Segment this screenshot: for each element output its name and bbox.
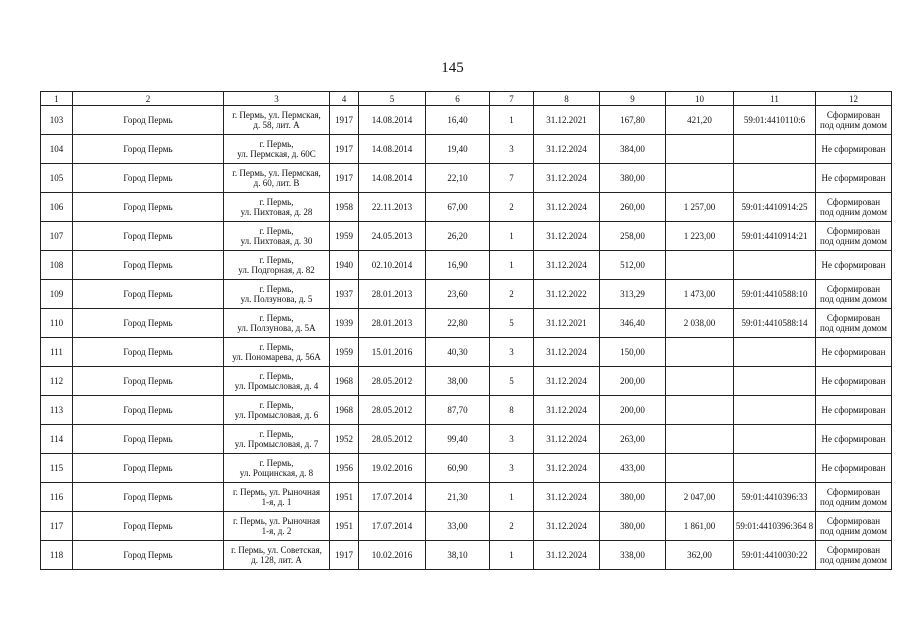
count-cell: 7 <box>490 164 534 193</box>
row-number-cell: 109 <box>41 280 73 309</box>
row-number-cell: 106 <box>41 193 73 222</box>
address-line-2: д. 128, лит. А <box>251 555 302 565</box>
year-cell: 1937 <box>330 280 359 309</box>
municipality-cell: Город Пермь <box>73 222 224 251</box>
value-10-cell: 2 038,00 <box>666 309 734 338</box>
status-line-1: Сформирован <box>826 284 881 294</box>
cadastral-number-cell: 59:01:4410588:10 <box>734 280 816 309</box>
year-cell: 1917 <box>330 541 359 570</box>
value-9-cell: 258,00 <box>600 222 666 251</box>
address-line-1: г. Пермь, <box>259 429 294 439</box>
cadastral-number-cell <box>734 135 816 164</box>
area-cell: 38,10 <box>426 541 490 570</box>
address-line-2: ул. Промысловая, д. 4 <box>234 381 319 391</box>
status-line-1: Не сформирован <box>821 405 886 415</box>
municipality-cell: Город Пермь <box>73 251 224 280</box>
table-row <box>41 222 892 251</box>
column-header-3: 3 <box>224 92 330 106</box>
count-cell: 8 <box>490 396 534 425</box>
area-cell: 21,30 <box>426 483 490 512</box>
planned-date-cell: 31.12.2021 <box>534 106 600 135</box>
row-number-cell: 112 <box>41 367 73 396</box>
value-9-cell: 167,80 <box>600 106 666 135</box>
municipality-cell: Город Пермь <box>73 106 224 135</box>
cadastral-number-cell: 59:01:4410396:33 <box>734 483 816 512</box>
date-cell: 14.08.2014 <box>359 106 426 135</box>
table-row <box>41 425 892 454</box>
address-line-1: г. Пермь, <box>259 400 294 410</box>
column-header-12: 12 <box>816 92 892 106</box>
status-cell <box>816 280 892 309</box>
area-cell: 16,40 <box>426 106 490 135</box>
row-number-cell: 103 <box>41 106 73 135</box>
status-line-1: Не сформирован <box>821 173 886 183</box>
address-line-1: г. Пермь, <box>259 371 294 381</box>
planned-date-cell: 31.12.2024 <box>534 512 600 541</box>
address-cell <box>224 222 330 251</box>
date-cell: 28.01.2013 <box>359 280 426 309</box>
address-line-2: ул. Подгорная, д. 82 <box>238 265 315 275</box>
address-line-1: г. Пермь, <box>259 255 294 265</box>
date-cell: 28.05.2012 <box>359 396 426 425</box>
value-9-cell: 338,00 <box>600 541 666 570</box>
count-cell: 1 <box>490 106 534 135</box>
value-9-cell: 384,00 <box>600 135 666 164</box>
address-cell <box>224 512 330 541</box>
count-cell: 5 <box>490 309 534 338</box>
address-cell <box>224 193 330 222</box>
municipality-cell: Город Пермь <box>73 483 224 512</box>
address-line-2: ул. Пермская, д. 60С <box>237 149 316 159</box>
row-number-cell: 117 <box>41 512 73 541</box>
date-cell: 15.01.2016 <box>359 338 426 367</box>
value-9-cell: 380,00 <box>600 164 666 193</box>
count-cell: 3 <box>490 425 534 454</box>
value-9-cell: 150,00 <box>600 338 666 367</box>
status-line-1: Сформирован <box>826 197 881 207</box>
address-line-2: 1-я, д. 1 <box>261 497 292 507</box>
status-cell <box>816 135 892 164</box>
status-cell <box>816 193 892 222</box>
area-cell: 16,90 <box>426 251 490 280</box>
value-10-cell <box>666 367 734 396</box>
address-line-1: г. Пермь, <box>259 226 294 236</box>
municipality-cell: Город Пермь <box>73 367 224 396</box>
address-cell <box>224 164 330 193</box>
row-number-cell: 116 <box>41 483 73 512</box>
column-header-10: 10 <box>666 92 734 106</box>
address-line-2: ул. Промысловая, д. 7 <box>234 439 319 449</box>
area-cell: 26,20 <box>426 222 490 251</box>
status-line-1: Не сформирован <box>821 260 886 270</box>
status-line-1: Сформирован <box>826 226 881 236</box>
value-10-cell: 1 473,00 <box>666 280 734 309</box>
municipality-cell: Город Пермь <box>73 164 224 193</box>
cadastral-number-cell <box>734 164 816 193</box>
table-row <box>41 164 892 193</box>
value-9-cell: 512,00 <box>600 251 666 280</box>
value-10-cell <box>666 338 734 367</box>
table-row <box>41 483 892 512</box>
table-row <box>41 135 892 164</box>
year-cell: 1939 <box>330 309 359 338</box>
value-10-cell <box>666 135 734 164</box>
value-9-cell: 263,00 <box>600 425 666 454</box>
value-9-cell: 433,00 <box>600 454 666 483</box>
date-cell: 10.02.2016 <box>359 541 426 570</box>
year-cell: 1940 <box>330 251 359 280</box>
table-row <box>41 454 892 483</box>
column-header-4: 4 <box>330 92 359 106</box>
planned-date-cell: 31.12.2024 <box>534 222 600 251</box>
status-line-2: под одним домом <box>820 526 887 536</box>
count-cell: 1 <box>490 251 534 280</box>
row-number-cell: 113 <box>41 396 73 425</box>
area-cell: 40,30 <box>426 338 490 367</box>
table-row <box>41 309 892 338</box>
address-line-1: г. Пермь, <box>259 139 294 149</box>
status-line-2: под одним домом <box>820 294 887 304</box>
status-cell <box>816 512 892 541</box>
address-line-1: г. Пермь, ул. Рыночная <box>232 516 321 526</box>
table-row <box>41 106 892 135</box>
value-9-cell: 200,00 <box>600 367 666 396</box>
value-10-cell <box>666 251 734 280</box>
value-10-cell: 362,00 <box>666 541 734 570</box>
address-line-1: г. Пермь, ул. Пермская, <box>232 168 321 178</box>
planned-date-cell: 31.12.2024 <box>534 135 600 164</box>
value-10-cell <box>666 164 734 193</box>
planned-date-cell: 31.12.2024 <box>534 164 600 193</box>
area-cell: 22,80 <box>426 309 490 338</box>
year-cell: 1958 <box>330 193 359 222</box>
municipality-cell: Город Пермь <box>73 396 224 425</box>
address-line-1: г. Пермь, <box>259 197 294 207</box>
status-line-1: Сформирован <box>826 545 881 555</box>
cadastral-number-cell <box>734 454 816 483</box>
area-cell: 19,40 <box>426 135 490 164</box>
municipality-cell: Город Пермь <box>73 541 224 570</box>
count-cell: 2 <box>490 193 534 222</box>
area-cell: 87,70 <box>426 396 490 425</box>
date-cell: 02.10.2014 <box>359 251 426 280</box>
status-line-2: под одним домом <box>820 236 887 246</box>
address-line-2: ул. Пихтовая, д. 28 <box>240 207 313 217</box>
column-header-2: 2 <box>73 92 224 106</box>
address-line-2: 1-я, д. 2 <box>261 526 292 536</box>
registry-table <box>40 91 892 570</box>
planned-date-cell: 31.12.2024 <box>534 251 600 280</box>
status-line-1: Не сформирован <box>821 463 886 473</box>
row-number-cell: 118 <box>41 541 73 570</box>
row-number-cell: 107 <box>41 222 73 251</box>
status-line-1: Не сформирован <box>821 376 886 386</box>
address-line-2: ул. Пихтовая, д. 30 <box>240 236 313 246</box>
table-row <box>41 512 892 541</box>
date-cell: 28.01.2013 <box>359 309 426 338</box>
value-9-cell: 200,00 <box>600 396 666 425</box>
cadastral-number-cell <box>734 367 816 396</box>
count-cell: 5 <box>490 367 534 396</box>
address-cell <box>224 367 330 396</box>
planned-date-cell: 31.12.2024 <box>534 483 600 512</box>
row-number-cell: 104 <box>41 135 73 164</box>
value-10-cell <box>666 425 734 454</box>
address-cell <box>224 309 330 338</box>
cadastral-number-cell: 59:01:4410914:25 <box>734 193 816 222</box>
planned-date-cell: 31.12.2024 <box>534 396 600 425</box>
address-cell <box>224 338 330 367</box>
area-cell: 99,40 <box>426 425 490 454</box>
municipality-cell: Город Пермь <box>73 309 224 338</box>
address-cell <box>224 106 330 135</box>
status-cell <box>816 222 892 251</box>
status-cell <box>816 541 892 570</box>
planned-date-cell: 31.12.2024 <box>534 425 600 454</box>
planned-date-cell: 31.12.2021 <box>534 309 600 338</box>
year-cell: 1951 <box>330 512 359 541</box>
address-line-1: г. Пермь, ул. Советская, <box>231 545 322 555</box>
count-cell: 3 <box>490 135 534 164</box>
value-10-cell: 2 047,00 <box>666 483 734 512</box>
municipality-cell: Город Пермь <box>73 135 224 164</box>
value-10-cell <box>666 454 734 483</box>
status-cell <box>816 106 892 135</box>
row-number-cell: 111 <box>41 338 73 367</box>
address-line-2: ул. Промысловая, д. 6 <box>234 410 319 420</box>
status-cell <box>816 338 892 367</box>
address-line-2: ул. Ползунова, д. 5А <box>237 323 316 333</box>
address-cell <box>224 483 330 512</box>
table-body <box>41 106 892 570</box>
year-cell: 1959 <box>330 338 359 367</box>
row-number-cell: 114 <box>41 425 73 454</box>
cadastral-number-cell: 59:01:4410588:14 <box>734 309 816 338</box>
date-cell: 19.02.2016 <box>359 454 426 483</box>
date-cell: 14.08.2014 <box>359 164 426 193</box>
address-cell <box>224 396 330 425</box>
address-line-1: г. Пермь, <box>259 458 294 468</box>
status-cell <box>816 454 892 483</box>
cadastral-number-cell <box>734 251 816 280</box>
address-line-1: г. Пермь, <box>259 342 294 352</box>
date-cell: 14.08.2014 <box>359 135 426 164</box>
status-cell <box>816 425 892 454</box>
count-cell: 2 <box>490 280 534 309</box>
status-cell <box>816 164 892 193</box>
column-header-5: 5 <box>359 92 426 106</box>
table-row <box>41 280 892 309</box>
table-row <box>41 396 892 425</box>
column-header-1: 1 <box>41 92 73 106</box>
status-line-1: Сформирован <box>826 110 881 120</box>
planned-date-cell: 31.12.2024 <box>534 541 600 570</box>
planned-date-cell: 31.12.2024 <box>534 367 600 396</box>
table-row <box>41 338 892 367</box>
table-row <box>41 541 892 570</box>
municipality-cell: Город Пермь <box>73 512 224 541</box>
address-line-1: г. Пермь, <box>259 313 294 323</box>
address-line-1: г. Пермь, <box>259 284 294 294</box>
year-cell: 1917 <box>330 106 359 135</box>
address-cell <box>224 541 330 570</box>
status-line-2: под одним домом <box>820 555 887 565</box>
value-9-cell: 380,00 <box>600 512 666 541</box>
cadastral-number-cell <box>734 338 816 367</box>
column-header-8: 8 <box>534 92 600 106</box>
address-line-1: г. Пермь, ул. Пермская, <box>232 110 321 120</box>
status-line-1: Сформирован <box>826 313 881 323</box>
status-line-1: Не сформирован <box>821 347 886 357</box>
address-cell <box>224 454 330 483</box>
row-number-cell: 108 <box>41 251 73 280</box>
status-cell <box>816 483 892 512</box>
page-number: 145 <box>441 60 464 76</box>
municipality-cell: Город Пермь <box>73 425 224 454</box>
column-header-11: 11 <box>734 92 816 106</box>
status-line-2: под одним домом <box>820 497 887 507</box>
year-cell: 1956 <box>330 454 359 483</box>
column-header-6: 6 <box>426 92 490 106</box>
column-header-9: 9 <box>600 92 666 106</box>
status-line-1: Сформирован <box>826 487 881 497</box>
address-cell <box>224 135 330 164</box>
year-cell: 1917 <box>330 135 359 164</box>
status-line-2: под одним домом <box>820 323 887 333</box>
year-cell: 1968 <box>330 367 359 396</box>
address-line-2: ул. Ползунова, д. 5 <box>240 294 313 304</box>
table-row <box>41 193 892 222</box>
count-cell: 1 <box>490 222 534 251</box>
cadastral-number-cell: 59:01:4410030:22 <box>734 541 816 570</box>
value-9-cell: 260,00 <box>600 193 666 222</box>
status-line-2: под одним домом <box>820 207 887 217</box>
address-line-2: д. 58, лит. А <box>253 120 300 130</box>
area-cell: 60,90 <box>426 454 490 483</box>
count-cell: 3 <box>490 338 534 367</box>
area-cell: 38,00 <box>426 367 490 396</box>
status-cell <box>816 251 892 280</box>
status-cell <box>816 396 892 425</box>
value-10-cell: 1 223,00 <box>666 222 734 251</box>
municipality-cell: Город Пермь <box>73 193 224 222</box>
date-cell: 28.05.2012 <box>359 367 426 396</box>
planned-date-cell: 31.12.2024 <box>534 454 600 483</box>
planned-date-cell: 31.12.2022 <box>534 280 600 309</box>
date-cell: 22.11.2013 <box>359 193 426 222</box>
count-cell: 3 <box>490 454 534 483</box>
value-10-cell <box>666 396 734 425</box>
year-cell: 1917 <box>330 164 359 193</box>
date-cell: 28.05.2012 <box>359 425 426 454</box>
cadastral-number-cell <box>734 425 816 454</box>
value-9-cell: 346,40 <box>600 309 666 338</box>
area-cell: 22,10 <box>426 164 490 193</box>
table-header <box>41 92 892 106</box>
status-cell <box>816 309 892 338</box>
date-cell: 24.05.2013 <box>359 222 426 251</box>
year-cell: 1968 <box>330 396 359 425</box>
status-line-1: Не сформирован <box>821 144 886 154</box>
value-10-cell: 1 257,00 <box>666 193 734 222</box>
status-line-1: Не сформирован <box>821 434 886 444</box>
address-cell <box>224 425 330 454</box>
column-header-7: 7 <box>490 92 534 106</box>
address-line-2: ул. Пономарева, д. 56А <box>232 352 321 362</box>
cadastral-number-cell: 59:01:4410914:21 <box>734 222 816 251</box>
count-cell: 2 <box>490 512 534 541</box>
cadastral-number-cell <box>734 396 816 425</box>
row-number-cell: 115 <box>41 454 73 483</box>
area-cell: 67,00 <box>426 193 490 222</box>
address-line-2: д. 60, лит. В <box>253 178 300 188</box>
cadastral-number-cell: 59:01:4410396:364 8 <box>734 512 816 541</box>
year-cell: 1952 <box>330 425 359 454</box>
planned-date-cell: 31.12.2024 <box>534 338 600 367</box>
date-cell: 17.07.2014 <box>359 512 426 541</box>
value-9-cell: 380,00 <box>600 483 666 512</box>
address-line-1: г. Пермь, ул. Рыночная <box>232 487 321 497</box>
value-10-cell: 1 861,00 <box>666 512 734 541</box>
table-row <box>41 251 892 280</box>
status-line-1: Сформирован <box>826 516 881 526</box>
header-row <box>41 92 892 106</box>
date-cell: 17.07.2014 <box>359 483 426 512</box>
row-number-cell: 105 <box>41 164 73 193</box>
municipality-cell: Город Пермь <box>73 280 224 309</box>
year-cell: 1959 <box>330 222 359 251</box>
municipality-cell: Город Пермь <box>73 338 224 367</box>
value-10-cell: 421,20 <box>666 106 734 135</box>
status-line-2: под одним домом <box>820 120 887 130</box>
municipality-cell: Город Пермь <box>73 454 224 483</box>
planned-date-cell: 31.12.2024 <box>534 193 600 222</box>
address-cell <box>224 251 330 280</box>
status-cell <box>816 367 892 396</box>
area-cell: 23,60 <box>426 280 490 309</box>
value-9-cell: 313,29 <box>600 280 666 309</box>
table-row <box>41 367 892 396</box>
count-cell: 1 <box>490 483 534 512</box>
address-cell <box>224 280 330 309</box>
row-number-cell: 110 <box>41 309 73 338</box>
cadastral-number-cell: 59:01:4410110:6 <box>734 106 816 135</box>
address-line-2: ул. Рощинская, д. 8 <box>239 468 314 478</box>
area-cell: 33,00 <box>426 512 490 541</box>
year-cell: 1951 <box>330 483 359 512</box>
count-cell: 1 <box>490 541 534 570</box>
